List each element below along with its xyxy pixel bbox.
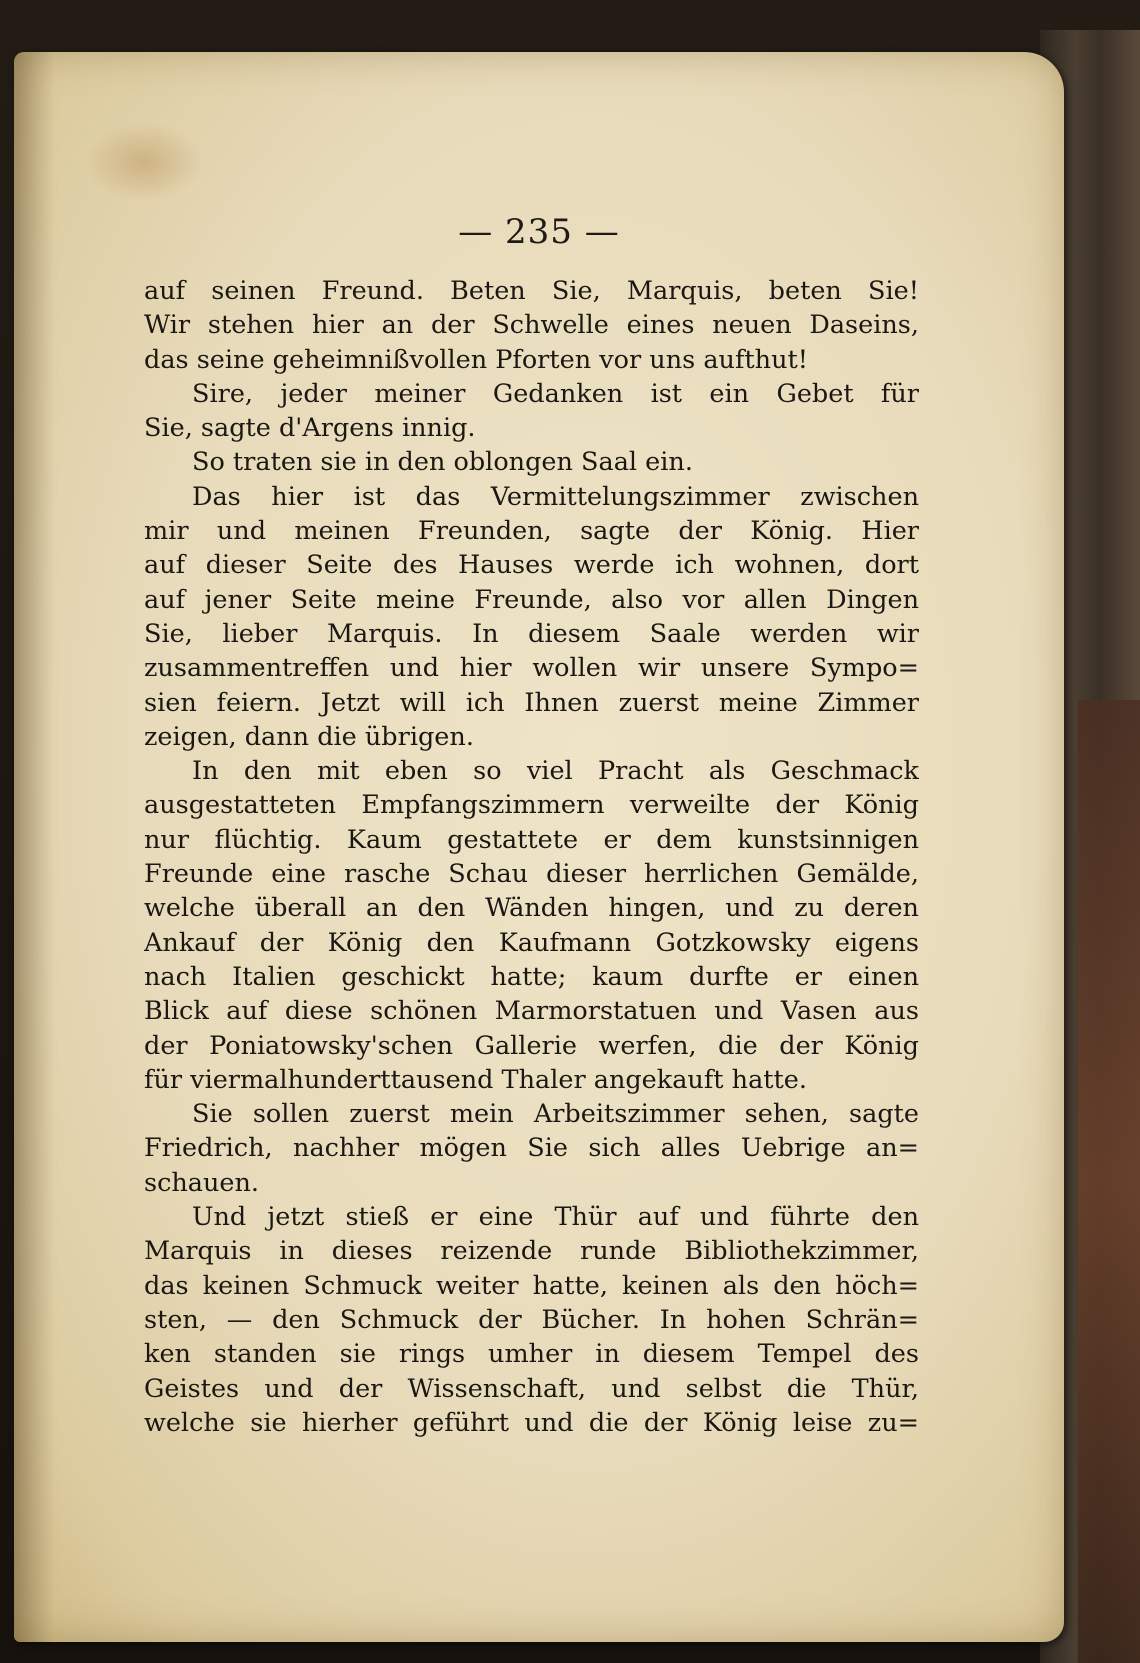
text-line: Ankauf der König den Kaufmann Gotzkowsky eigens	[144, 927, 919, 958]
text-line: Friedrich, nachher mögen Sie sich alles Uebrige an=	[144, 1133, 919, 1164]
text-line: Wir stehen hier an der Schwelle eines neuen Daseins,	[144, 310, 919, 341]
text-line: Geistes und der Wissenschaft, und selbst die Thür,	[144, 1373, 919, 1404]
book-cover-leather	[1078, 700, 1140, 1663]
text-line: nur flüchtig. Kaum gestattete er dem kunstsinnigen	[144, 824, 919, 855]
text-line: für viermalhunderttausend Thaler angekauft hatte.	[144, 1064, 807, 1095]
text-line: zeigen, dann die übrigen.	[144, 721, 474, 752]
text-line: mir und meinen Freunden, sagte der König. Hier	[144, 516, 919, 547]
page-number: — 235 —	[458, 212, 620, 252]
text-line: das seine geheimnißvollen Pforten vor uns aufthut!	[144, 344, 808, 375]
book-page	[14, 52, 1064, 1642]
text-line: zusammentreffen und hier wollen wir unsere Sympo=	[144, 653, 919, 684]
text-line: schauen.	[144, 1167, 260, 1198]
text-line: So traten sie in den oblongen Saal ein.	[192, 447, 693, 478]
text-line: Sire, jeder meiner Gedanken ist ein Gebet für	[192, 378, 919, 409]
text-line: ausgestatteten Empfangszimmern verweilte der König	[144, 790, 919, 821]
text-line: Das hier ist das Vermittelungszimmer zwischen	[192, 481, 919, 512]
text-line: welche sie hierher geführt und die der König leise zu=	[144, 1407, 919, 1438]
text-line: Freunde eine rasche Schau dieser herrlichen Gemälde,	[144, 859, 919, 890]
text-line: welche überall an den Wänden hingen, und zu deren	[144, 893, 919, 924]
text-line: Marquis in dieses reizende runde Bibliothekzimmer,	[144, 1236, 919, 1267]
text-line: Sie sollen zuerst mein Arbeitszimmer sehen, sagte	[192, 1099, 919, 1130]
text-line: nach Italien geschickt hatte; kaum durfte er einen	[144, 961, 919, 992]
page-gutter-shadow	[14, 52, 54, 1642]
text-line: Sie, lieber Marquis. In diesem Saale werden wir	[144, 618, 919, 649]
text-line: der Poniatowsky'schen Gallerie werfen, die der König	[144, 1030, 919, 1061]
text-line: auf jener Seite meine Freunde, also vor allen Dingen	[144, 584, 919, 615]
text-line: Sie, sagte d'Argens innig.	[144, 413, 476, 444]
text-line: sien feiern. Jetzt will ich Ihnen zuerst meine Zimmer	[144, 687, 919, 718]
text-line: auf dieser Seite des Hauses werde ich wohnen, dort	[144, 550, 919, 581]
text-line: ken standen sie rings umher in diesem Tempel des	[144, 1339, 919, 1370]
paper-stain	[84, 122, 204, 202]
text-line: Blick auf diese schönen Marmorstatuen und Vasen aus	[144, 996, 919, 1027]
text-line: Und jetzt stieß er eine Thür auf und führte den	[192, 1202, 919, 1233]
text-line: sten, — den Schmuck der Bücher. In hohen Schrän=	[144, 1304, 919, 1335]
text-line: In den mit eben so viel Pracht als Geschmack	[192, 756, 919, 787]
text-line: auf seinen Freund. Beten Sie, Marquis, beten Sie!	[144, 276, 919, 306]
body-text	[144, 274, 919, 1440]
text-line: das keinen Schmuck weiter hatte, keinen als den höch=	[144, 1270, 919, 1301]
